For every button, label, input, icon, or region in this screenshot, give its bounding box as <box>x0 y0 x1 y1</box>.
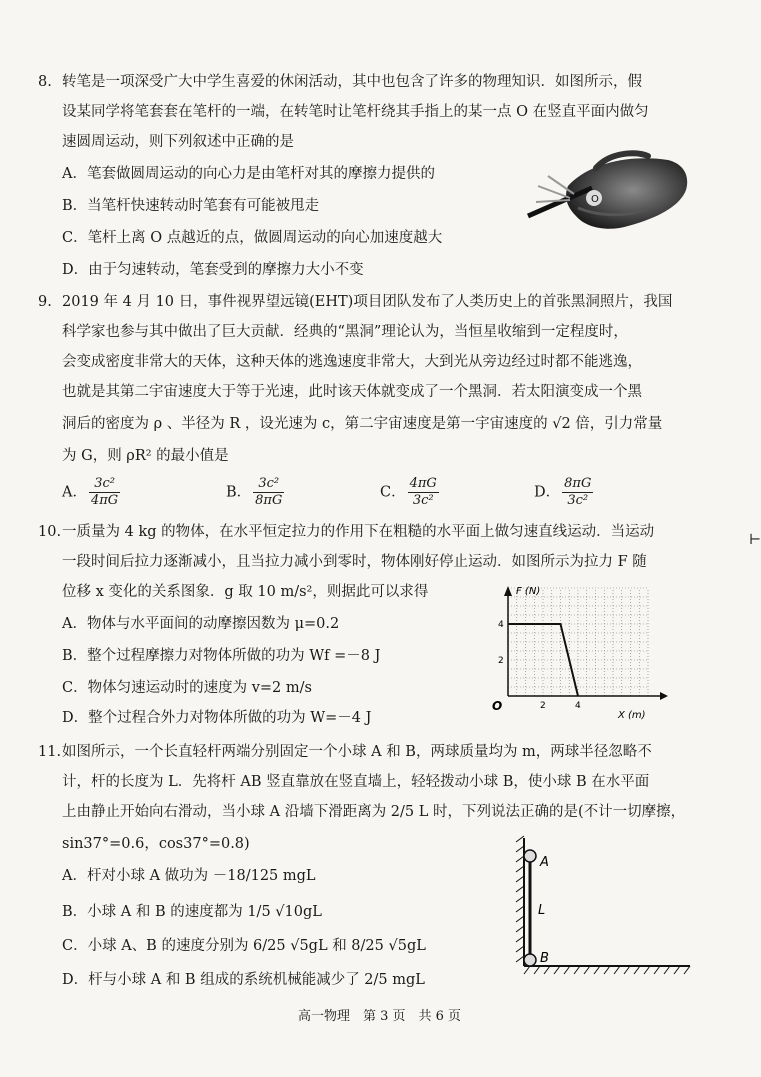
question-number: 11. <box>38 744 62 760</box>
floor-hatch <box>524 966 690 974</box>
label-b: B <box>540 951 549 966</box>
y-axis-arrow <box>504 586 512 596</box>
force-displacement-chart <box>488 584 668 724</box>
chart-ticks <box>498 620 581 711</box>
question-text-line: 2019 年 4 月 10 日，事件视界望远镜(EHT)项目团队发布了人类历史上的首张黑洞照片，我国 <box>62 294 673 310</box>
question-text-line: 一段时间后拉力逐渐减小，且当拉力减小到零时，物体刚好停止运动．如图所示为拉力 F 随 <box>62 554 647 570</box>
option-d: D．整个过程合外力对物体所做的功为 W=－4 J <box>62 710 372 726</box>
option-a: A．杆对小球 A 做功为 －18/125 mgL <box>62 868 316 884</box>
question-text-line: 洞后的密度为 ρ 、半径为 R ，设光速为 c，第二宇宙速度是第一宇宙速度的 √2 倍，引力常量 <box>62 416 663 432</box>
fraction-denominator: 3c² <box>412 493 434 508</box>
option-a: A．笔套做圆周运动的向心力是由笔杆对其的摩擦力提供的 <box>62 166 435 182</box>
option-d <box>534 476 595 509</box>
question-number: 8. <box>38 74 52 90</box>
x-tick-label: 2 <box>540 701 546 711</box>
question-text-line: 为 G，则 ρR² 的最小值是 <box>62 448 229 464</box>
fraction-numerator: 4πG <box>409 476 437 491</box>
svg-text:O: O <box>591 194 599 205</box>
question-text-line: 计，杆的长度为 L．先将杆 AB 竖直靠放在竖直墙上，轻轻拨动小球 B，使小球 B 在水平面 <box>62 774 650 790</box>
fraction-denominator: 4πG <box>90 493 119 508</box>
y-tick-label: 4 <box>498 620 504 630</box>
hand-pen-photo <box>508 146 694 238</box>
rod-wall-figure <box>510 832 696 982</box>
option-b: B．小球 A 和 B 的速度都为 1/5 √10gL <box>62 904 322 920</box>
fraction-denominator: 3c² <box>567 493 589 508</box>
ball-b <box>524 954 536 966</box>
option-d: D．杆与小球 A 和 B 组成的系统机械能减少了 2/5 mgL <box>62 972 425 988</box>
question-text-line: 位移 x 变化的关系图象．g 取 10 m/s²，则据此可以求得 <box>62 584 429 600</box>
page-footer: 高一物理 第 3 页 共 6 页 <box>297 1009 462 1024</box>
option-d: D．由于匀速转动，笔套受到的摩擦力大小不变 <box>62 262 364 278</box>
fraction-numerator: 8πG <box>564 476 592 491</box>
option-label: B． <box>226 484 252 501</box>
option-label: C． <box>380 484 406 501</box>
question-number: 9. <box>38 294 52 310</box>
question-text-line: 转笔是一项深受广大中学生喜爱的休闲活动，其中也包含了许多的物理知识．如图所示，假 <box>62 74 642 90</box>
x-tick-label: 4 <box>575 701 581 711</box>
x-axis-label: X (m) <box>618 710 646 721</box>
edge-mark: ⊢ <box>749 532 761 548</box>
y-tick-label: 2 <box>498 656 504 666</box>
question-text-line: sin37°=0.6，cos37°=0.8) <box>62 836 250 852</box>
option-b: B．当笔杆快速转动时笔套有可能被甩走 <box>62 198 320 214</box>
wall-hatch <box>516 836 524 966</box>
question-text-line: 会变成密度非常大的天体，这种天体的逃逸速度非常大，大到光从旁边经过时都不能逃逸， <box>62 354 642 370</box>
origin-label: O <box>492 699 503 713</box>
option-c: C．笔杆上离 O 点越近的点，做圆周运动的向心加速度越大 <box>62 230 443 246</box>
option-c <box>380 476 441 509</box>
question-text-line: 设某同学将笔套套在笔杆的一端，在转笔时让笔杆绕其手指上的某一点 O 在竖直平面内做匀 <box>62 104 649 120</box>
fraction-numerator: 3c² <box>89 476 120 493</box>
option-label: A． <box>62 484 87 501</box>
question-number: 10. <box>38 524 62 540</box>
option-c: C．物体匀速运动时的速度为 v=2 m/s <box>62 680 312 696</box>
fraction-denominator: 8πG <box>255 493 283 508</box>
question-text-line: 如图所示，一个长直轻杆两端分别固定一个小球 A 和 B，两球质量均为 m，两球半径忽略不 <box>62 744 652 760</box>
option-c: C．小球 A、B 的速度分别为 6/25 √5gL 和 8/25 √5gL <box>62 938 426 954</box>
chart-grid <box>508 588 648 696</box>
option-a <box>62 476 122 509</box>
question-text-line: 一质量为 4 kg 的物体，在水平恒定拉力的作用下在粗糙的水平面上做匀速直线运动．当运动 <box>62 524 655 540</box>
option-label: D． <box>534 484 561 501</box>
label-l: L <box>538 903 546 918</box>
question-text-line: 科学家也参与其中做出了巨大贡献．经典的“黑洞”理论认为，当恒星收缩到一定程度时， <box>62 324 628 340</box>
x-axis-arrow <box>660 692 668 700</box>
label-a: A <box>540 855 549 870</box>
option-b <box>226 476 286 509</box>
question-text-line: 速圆周运动，则下列叙述中正确的是 <box>62 134 294 150</box>
question-text-line: 上由静止开始向右滑动，当小球 A 沿墙下滑距离为 2/5 L 时，下列说法正确的是(不计一切摩擦， <box>62 804 686 820</box>
question-text-line: 也就是其第二宇宙速度大于等于光速，此时该天体就变成了一个黑洞．若太阳演变成一个黑 <box>62 384 642 400</box>
y-axis-label: F (N) <box>516 586 541 597</box>
option-a: A．物体与水平面间的动摩擦因数为 μ=0.2 <box>62 616 340 632</box>
fraction-numerator: 3c² <box>253 476 284 493</box>
option-b: B．整个过程摩擦力对物体所做的功为 Wf =－8 J <box>62 648 381 664</box>
ball-a <box>524 850 536 862</box>
